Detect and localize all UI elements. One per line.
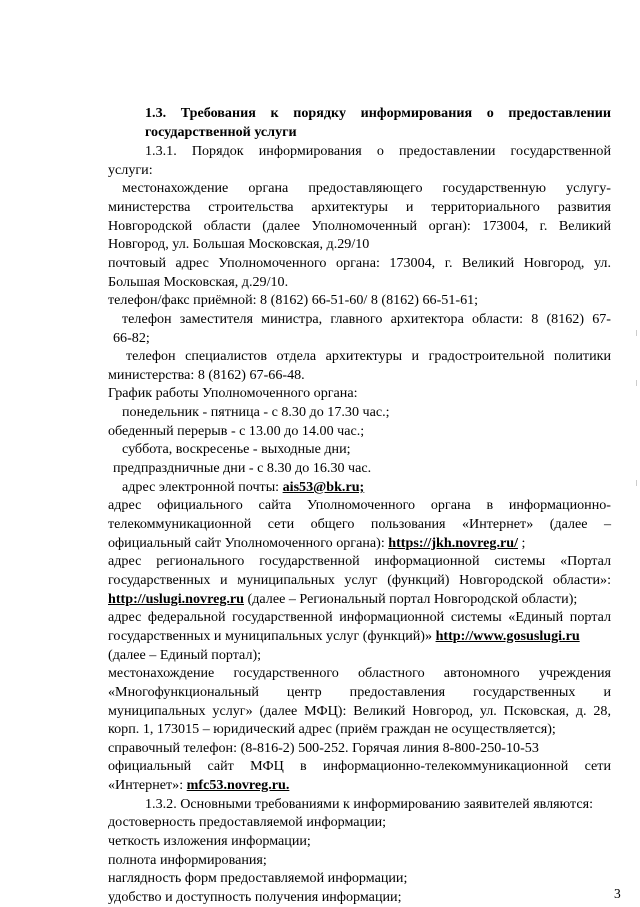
mfc-site-label: «Интернет»: bbox=[108, 777, 187, 794]
schedule-lunch: обеденный перерыв - с 13.00 до 14.00 час.; bbox=[108, 422, 365, 439]
text-line: министерства: 8 (8162) 67-66-48. bbox=[108, 366, 305, 383]
official-site-link[interactable]: https://jkh.novreg.ru/ bbox=[388, 534, 518, 551]
paragraph-1-3-2: 1.3.2. Основными требованиями к информированию заявителей являются: bbox=[145, 795, 593, 812]
requirement-item: четкость изложения информации; bbox=[108, 833, 311, 849]
schedule-preholiday: предпраздничные дни - с 8.30 до 16.30 час. bbox=[113, 460, 372, 476]
text-line: (далее – Единый портал); bbox=[108, 646, 262, 663]
text-line: местонахождение государственного областного автономного учреждения bbox=[108, 665, 611, 682]
mfc-site-link[interactable]: mfc53.novreg.ru. bbox=[186, 777, 290, 794]
gosuslugi-link[interactable]: http://www.gosuslugi.ru bbox=[435, 627, 580, 644]
mfc-site-line bbox=[108, 776, 611, 795]
schedule-weekend: суббота, воскресенье - выходные дни; bbox=[122, 441, 351, 458]
text-line: График работы Уполномоченного органа: bbox=[108, 385, 358, 402]
text-line: корп. 1, 173015 – юридический адрес (приём граждан не осуществляется); bbox=[108, 721, 556, 738]
text-line: услуги: bbox=[108, 161, 153, 178]
text-line: телефон заместителя министра, главного архитектора области: 8 (8162) 67- bbox=[122, 310, 611, 327]
edge-mark bbox=[636, 330, 637, 336]
email-line bbox=[122, 478, 611, 497]
paragraph-1-3-1: 1.3.1. Порядок информирования о предоставлении государственной bbox=[145, 143, 611, 159]
requirement-item: полнота информирования; bbox=[108, 851, 267, 868]
regional-portal-label: (далее – Региональный портал Новгородской области); bbox=[244, 590, 578, 607]
text-line: адрес официального сайта Уполномоченного органа в информационно- bbox=[108, 497, 611, 514]
text-line: телефон специалистов отдела архитектуры и градостроительной политики bbox=[126, 348, 611, 365]
schedule-weekdays: понедельник - пятница - с 8.30 до 17.30 час.; bbox=[122, 404, 390, 421]
text-line: Большая Московская, д.29/10. bbox=[108, 273, 289, 290]
text-line: министерства строительства архитектуры и территориального развития bbox=[108, 198, 611, 215]
requirement-item: достоверность предоставляемой информации; bbox=[108, 814, 387, 831]
text-line: адрес федеральной государственной информационной системы «Единый портал bbox=[108, 609, 611, 626]
official-site-label: официальный сайт Уполномоченного органа): bbox=[108, 534, 389, 551]
text-line: Новгород, ул. Большая Московская, д.29/10 bbox=[108, 236, 370, 253]
email-link[interactable]: ais53@bk.ru; bbox=[282, 478, 365, 495]
text-line: телекоммуникационной сети общего пользования «Интернет» (далее – bbox=[108, 516, 611, 532]
text-line: 66-82; bbox=[113, 329, 150, 346]
text-line: муниципальных услуг» (далее МФЦ): Великий Новгород, ул. Псковская, д. 28, bbox=[108, 702, 611, 719]
page-number: 3 bbox=[614, 886, 621, 901]
gosuslugi-line bbox=[108, 627, 611, 646]
edge-mark bbox=[636, 480, 637, 486]
mfc-phone-line: справочный телефон: (8-816-2) 500-252. Горячая линия 8-800-250-10-53 bbox=[108, 739, 539, 756]
section-heading bbox=[145, 104, 611, 141]
email-label: адрес электронной почты: bbox=[122, 478, 283, 495]
text-line: телефон/факс приёмной: 8 (8162) 66-51-60/ 8 (8162) 66-51-61; bbox=[108, 292, 479, 309]
requirement-item: наглядность форм предоставляемой информации; bbox=[108, 870, 408, 887]
requirement-item: удобство и доступность получения информации; bbox=[108, 889, 402, 905]
official-site-line bbox=[108, 534, 611, 553]
gosuslugi-label: государственных и муниципальных услуг (функций)» bbox=[108, 627, 436, 644]
text-line: местонахождение органа предоставляющего государственную услугу- bbox=[122, 180, 611, 197]
regional-portal-line bbox=[108, 590, 611, 609]
edge-mark bbox=[636, 380, 637, 386]
text-line: адрес регионального государственной информационной системы «Портал bbox=[108, 553, 611, 570]
text-line: официальный сайт МФЦ в информационно-телекоммуникационной сети bbox=[108, 758, 611, 775]
official-site-tail: ; bbox=[518, 534, 526, 551]
regional-portal-link[interactable]: http://uslugi.novreg.ru bbox=[108, 590, 245, 607]
heading-line: государственной услуги bbox=[145, 123, 297, 140]
text-line: государственных и муниципальных услуг (функций) Новгородской области»: bbox=[108, 572, 611, 588]
heading-line: 1.3. Требования к порядку информирования о предоставлении bbox=[145, 105, 611, 121]
text-line: почтовый адрес Уполномоченного органа: 173004, г. Великий Новгород, ул. bbox=[108, 254, 611, 271]
text-line: Новгородской области (далее Уполномоченный орган): 173004, г. Великий bbox=[108, 217, 611, 234]
text-line: «Многофункциональный центр предоставления государственных и bbox=[108, 683, 611, 700]
